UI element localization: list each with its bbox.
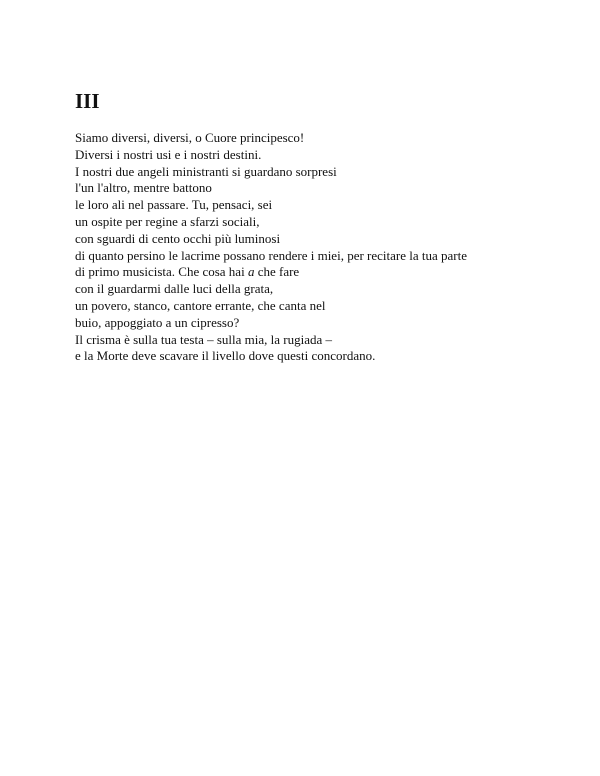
poem-line: buio, appoggiato a un cipresso? — [75, 314, 240, 330]
poem-line: un ospite per regine a sfarzi sociali, — [75, 213, 260, 229]
poem-line: con sguardi di cento occhi più luminosi — [75, 230, 281, 246]
poem-line: I nostri due angeli ministranti si guardano sorpresi — [75, 163, 337, 179]
poem-line: Il crisma è sulla tua testa – sulla mia, la rugiada – — [75, 331, 333, 347]
poem-line: un povero, stanco, cantore errante, che canta nel — [75, 297, 326, 313]
poem-line: di primo musicista. Che cosa hai a che fare — [75, 264, 300, 280]
poem-line: Diversi i nostri usi e i nostri destini. — [75, 146, 262, 162]
italic-word: a — [247, 264, 255, 280]
section-heading: III — [75, 89, 100, 113]
poem-line: le loro ali nel passare. Tu, pensaci, sei — [75, 197, 273, 213]
poem-line: e la Morte deve scavare il livello dove questi concordano. — [75, 348, 376, 364]
poem-line: con il guardarmi dalle luci della grata, — [75, 281, 274, 297]
poem-line: l'un l'altro, mentre battono — [75, 180, 212, 196]
poem-line: Siamo diversi, diversi, o Cuore principesco! — [75, 130, 305, 145]
poem-line: di quanto persino le lacrime possano rendere i miei, per recitare la tua parte — [75, 247, 467, 263]
poem-text — [75, 130, 580, 365]
